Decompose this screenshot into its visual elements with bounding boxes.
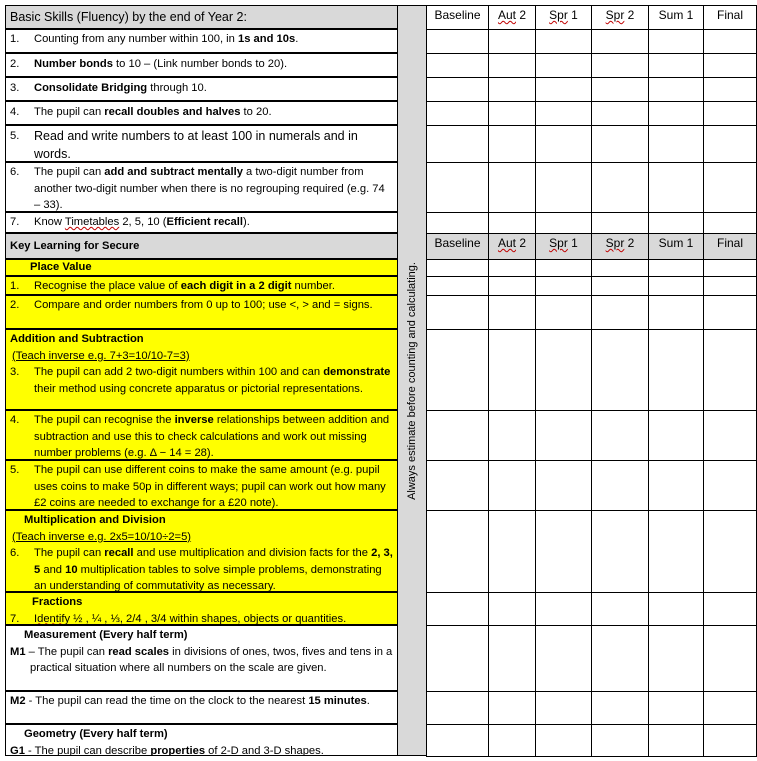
- assessment-cell: [488, 625, 536, 692]
- assessment-cell: [426, 410, 489, 461]
- text: Know: [34, 216, 65, 228]
- row-number: 3.: [10, 82, 20, 94]
- assessment-cell: [426, 510, 489, 593]
- row-number: 2.: [10, 58, 20, 70]
- assessment-cell: [535, 510, 592, 593]
- assessment-cell: [591, 276, 649, 296]
- assessment-cell: [648, 29, 704, 54]
- text: Recognise the place value of: [34, 280, 181, 292]
- column-header-spr-2: Spr 2: [591, 5, 649, 30]
- text: The pupil can: [34, 166, 105, 178]
- assessment-cell: [591, 295, 649, 330]
- assessment-cell: [591, 460, 649, 511]
- key-learning-title: Key Learning for Secure: [10, 240, 140, 252]
- add-sub-item-5: [5, 460, 398, 510]
- assessment-cell: [648, 410, 704, 461]
- assessment-cell: [426, 259, 489, 277]
- column-header-final: Final: [703, 5, 757, 30]
- measurement-block: [5, 625, 398, 691]
- text: relationships between addition and subtraction and use this to check calculations and work out missing number problems (e.g. Δ − 14 = 28).: [34, 414, 390, 459]
- assessment-cell: [535, 162, 592, 213]
- text: – The pupil can: [25, 645, 109, 658]
- assessment-cell: [535, 276, 592, 296]
- fractions-block: [5, 592, 398, 625]
- text: The pupil can recognise the: [34, 414, 175, 426]
- assessment-cell: [488, 101, 536, 126]
- geometry-block: [5, 724, 398, 756]
- measurement-heading: Measurement (Every half term): [24, 629, 188, 641]
- text: Compare and order numbers from 0 up to 100; use <, > and = signs.: [34, 299, 373, 311]
- text: multiplication tables to solve simple problems, demonstrating an understanding of commutativity as necessary.: [34, 563, 382, 592]
- assessment-cell: [648, 162, 704, 213]
- assessment-cell: [488, 329, 536, 411]
- assessment-cell: [703, 410, 757, 461]
- add-sub-item-4: [5, 410, 398, 460]
- assessment-cell: [488, 295, 536, 330]
- column-header-baseline: Baseline: [426, 5, 489, 30]
- item-code: M2: [10, 695, 26, 707]
- assessment-cell: [488, 29, 536, 54]
- assessment-cell: [426, 276, 489, 296]
- estimate-column: [397, 5, 427, 756]
- assessment-cell: [535, 329, 592, 411]
- assessment-cell: [648, 101, 704, 126]
- text-bold: properties: [150, 744, 206, 756]
- text-bold: recall doubles and halves: [104, 106, 241, 118]
- fluency-row-2: [5, 53, 398, 77]
- text: of 2-D and 3-D shapes.: [205, 744, 324, 756]
- text: Read and write numbers to at least 100 in numerals and in words.: [34, 129, 358, 161]
- text: their method using concrete apparatus or pictorial representations.: [34, 382, 363, 395]
- assessment-cell: [535, 410, 592, 461]
- column-header-sum-1: Sum 1: [648, 233, 704, 260]
- fluency-row-1: [5, 29, 398, 53]
- text: Counting from any number within 100, in: [34, 33, 238, 45]
- text: - The pupil can describe: [24, 744, 151, 756]
- row-number: 4.: [10, 106, 20, 118]
- assessment-cell: [648, 77, 704, 102]
- fractions-heading: Fractions: [32, 596, 83, 608]
- assessment-cell: [591, 125, 649, 163]
- fluency-title: Basic Skills (Fluency) by the end of Year 2:: [10, 10, 247, 24]
- assessment-cell: [426, 162, 489, 213]
- row-number: 5.: [10, 130, 20, 142]
- assessment-cell: [535, 101, 592, 126]
- row-number: 6.: [10, 547, 20, 559]
- assessment-cell: [426, 101, 489, 126]
- assessment-cell: [648, 724, 704, 757]
- text-bold: add and subtract mentally: [104, 166, 243, 178]
- mult-div-block: [5, 510, 398, 592]
- assessment-cell: [488, 259, 536, 277]
- text: ).: [242, 216, 250, 228]
- column-header-final: Final: [703, 233, 757, 260]
- assessment-cell: [488, 212, 536, 234]
- assessment-cell: [535, 125, 592, 163]
- assessment-cell: [591, 259, 649, 277]
- assessment-cell: [535, 259, 592, 277]
- assessment-cell: [591, 510, 649, 593]
- assessment-cell: [426, 691, 489, 725]
- assessment-cell: [648, 125, 704, 163]
- assessment-cell: [648, 625, 704, 692]
- assessment-cell: [648, 295, 704, 330]
- assessment-cell: [591, 329, 649, 411]
- assessment-cell: [591, 162, 649, 213]
- text: The pupil can use different coins to make the same amount (e.g. pupil uses coins to make 50p in different ways; pupil can work out how many £2 coins are needed to exchange for a £20 note).: [34, 464, 386, 509]
- assessment-cell: [591, 101, 649, 126]
- assessment-cell: [703, 162, 757, 213]
- assessment-cell: [703, 77, 757, 102]
- assessment-cell: [488, 510, 536, 593]
- assessment-cell: [648, 329, 704, 411]
- text: .: [295, 33, 299, 45]
- text-spellcheck: Identify: [34, 612, 71, 625]
- fluency-row-3: [5, 77, 398, 101]
- row-number: 5.: [10, 464, 20, 476]
- assessment-cell: [648, 212, 704, 234]
- text-bold: Number bonds: [34, 58, 113, 70]
- text-bold: 15 minutes: [308, 695, 367, 707]
- text-bold: 10: [65, 563, 78, 576]
- text-bold: recall: [104, 547, 134, 559]
- item-code: M1: [10, 645, 26, 658]
- text: in divisions of ones, twos, fives and tens in a practical situation where all numbers on the scale are given.: [30, 645, 393, 674]
- assessment-cell: [591, 212, 649, 234]
- assessment-cell: [703, 510, 757, 593]
- fluency-row-6: [5, 162, 398, 212]
- assessment-cell: [535, 53, 592, 78]
- item-code: G1: [10, 744, 25, 756]
- row-number: 7.: [10, 612, 20, 625]
- column-header-spr-1: Spr 1: [535, 233, 592, 260]
- text: .: [366, 695, 370, 707]
- assessment-cell: [535, 77, 592, 102]
- add-sub-heading: Addition and Subtraction: [10, 333, 144, 345]
- fluency-row-7: [5, 212, 398, 233]
- text: - The pupil can read the time on the clock to the nearest: [25, 695, 309, 707]
- assessment-cell: [426, 460, 489, 511]
- assessment-cell: [488, 53, 536, 78]
- text-spellcheck: Timetables: [64, 216, 120, 228]
- assessment-cell: [535, 625, 592, 692]
- assessment-cell: [426, 625, 489, 692]
- text-bold: each digit in a 2 digit: [180, 280, 292, 292]
- place-value-item-2: [5, 295, 398, 329]
- fluency-row-5: [5, 125, 398, 162]
- place-value-item-1: [5, 276, 398, 295]
- assessment-cell: [648, 510, 704, 593]
- text-bold: Consolidate Bridging: [34, 82, 148, 94]
- assessment-cell: [703, 295, 757, 330]
- assessment-cell: [591, 77, 649, 102]
- column-header-baseline: Baseline: [426, 233, 489, 260]
- assessment-cell: [703, 212, 757, 234]
- text: The pupil can: [34, 547, 105, 559]
- text: 2, 5, 10 (: [119, 216, 167, 228]
- assessment-cell: [703, 101, 757, 126]
- text-bold: 2, 3, 5: [34, 547, 393, 576]
- text: The pupil can add 2 two-digit numbers within 100 and can: [34, 366, 324, 378]
- assessment-cell: [703, 53, 757, 78]
- assessment-cell: [591, 724, 649, 757]
- row-number: 3.: [10, 366, 20, 378]
- assessment-cell: [488, 724, 536, 757]
- row-number: 7.: [10, 216, 20, 228]
- assessment-cell: [535, 592, 592, 626]
- text: through 10.: [147, 82, 207, 94]
- assessment-cell: [488, 276, 536, 296]
- column-header-sum-1: Sum 1: [648, 5, 704, 30]
- assessment-cell: [703, 29, 757, 54]
- assessment-cell: [703, 460, 757, 511]
- heading-text: Place Value: [30, 261, 92, 273]
- assessment-cell: [488, 162, 536, 213]
- row-number: 2.: [10, 299, 20, 311]
- row-number: 4.: [10, 414, 20, 426]
- assessment-cell: [426, 329, 489, 411]
- assessment-cell: [648, 259, 704, 277]
- column-header-aut-2: Aut 2: [488, 233, 536, 260]
- assessment-cell: [535, 29, 592, 54]
- assessment-cell: [535, 212, 592, 234]
- assessment-cell: [591, 410, 649, 461]
- assessment-cell: [488, 125, 536, 163]
- text: The pupil can: [34, 106, 105, 118]
- assessment-cell: [648, 592, 704, 626]
- assessment-cell: [426, 125, 489, 163]
- add-sub-note: (Teach inverse e.g. 7+3=10/10-7=3): [12, 349, 190, 362]
- row-number: 6.: [10, 166, 20, 178]
- assessment-cell: [488, 460, 536, 511]
- assessment-cell: [426, 29, 489, 54]
- assessment-cell: [591, 592, 649, 626]
- fluency-header: [5, 5, 398, 29]
- column-header-spr-1: Spr 1: [535, 5, 592, 30]
- assessment-cell: [703, 276, 757, 296]
- assessment-cell: [535, 295, 592, 330]
- key-learning-header: [5, 233, 398, 259]
- place-value-heading: [5, 259, 398, 276]
- text: ½ , ¼ , ⅓, 2/4 , 3/4 within shapes, objects or quantities.: [70, 612, 347, 625]
- assessment-cell: [648, 53, 704, 78]
- text-bold: inverse: [174, 414, 214, 426]
- assessment-cell: [648, 691, 704, 725]
- text: to 10 – (Link number bonds to 20).: [112, 58, 288, 70]
- assessment-cell: [703, 592, 757, 626]
- row-number: 1.: [10, 280, 20, 292]
- assessment-cell: [591, 53, 649, 78]
- column-header-spr-2: Spr 2: [591, 233, 649, 260]
- assessment-cell: [426, 724, 489, 757]
- assessment-cell: [648, 276, 704, 296]
- assessment-cell: [535, 460, 592, 511]
- text-bold: 1s and 10s: [237, 33, 296, 45]
- assessment-cell: [488, 410, 536, 461]
- text: and: [40, 563, 66, 576]
- assessment-cell: [426, 77, 489, 102]
- assessment-cell: [591, 625, 649, 692]
- assessment-cell: [703, 125, 757, 163]
- text: a two-digit number from another two-digit number when there is no regrouping required (e.g. 74 – 33).: [34, 166, 385, 211]
- assessment-cell: [535, 691, 592, 725]
- assessment-cell: [703, 724, 757, 757]
- text: to 20.: [240, 106, 272, 118]
- mult-div-heading: Multiplication and Division: [24, 514, 166, 526]
- assessment-cell: [426, 592, 489, 626]
- assessment-cell: [703, 329, 757, 411]
- assessment-cell: [535, 724, 592, 757]
- assessment-cell: [426, 212, 489, 234]
- column-header-aut-2: Aut 2: [488, 5, 536, 30]
- assessment-cell: [703, 625, 757, 692]
- assessment-cell: [488, 592, 536, 626]
- text: number.: [291, 280, 335, 292]
- text-bold: Efficient recall: [166, 216, 243, 228]
- geometry-heading: Geometry (Every half term): [24, 728, 168, 740]
- assessment-cell: [426, 53, 489, 78]
- text: and use multiplication and division facts for the: [133, 547, 372, 559]
- add-sub-block: [5, 329, 398, 410]
- estimate-label: Always estimate before counting and calculating.: [406, 261, 418, 500]
- text-bold: read scales: [108, 645, 170, 658]
- assessment-cell: [488, 77, 536, 102]
- measurement-item-m2: [5, 691, 398, 724]
- row-number: 1.: [10, 33, 20, 45]
- assessment-cell: [703, 691, 757, 725]
- assessment-cell: [591, 29, 649, 54]
- assessment-cell: [488, 691, 536, 725]
- assessment-cell: [703, 259, 757, 277]
- assessment-cell: [426, 295, 489, 330]
- assessment-cell: [648, 460, 704, 511]
- mult-div-note: (Teach inverse e.g. 2x5=10/10÷2=5): [12, 530, 192, 543]
- assessment-cell: [591, 691, 649, 725]
- text-bold: demonstrate: [323, 366, 391, 378]
- fluency-row-4: [5, 101, 398, 125]
